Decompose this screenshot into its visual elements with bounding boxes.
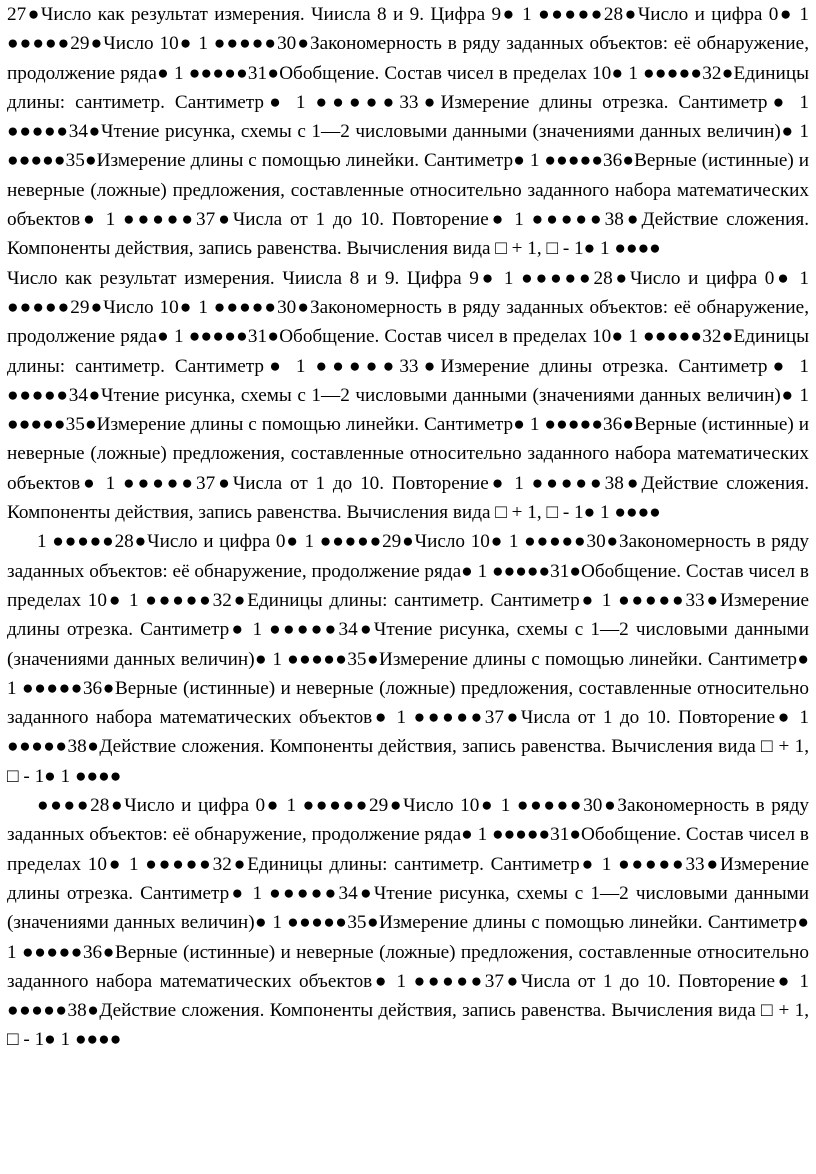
paragraph-4: ●●●●28●Число и цифра 0● 1 ●●●●●29●Число 10● 1 ●●●●●30●Закономерность в ряду заданных объектов: её обнаружение, продолжение ряда● 1 ●●●●●31●Обобщение. Состав чисел в пределах 10● 1 ●●●●●32●Единицы длины: сантиметр. Сантиметр● 1 ●●●●●33●Измерение длины отрезка. Сантиметр● 1 ●●●●●34●Чтение рисунка, схемы с 1—2 числовыми данными (значениями данных величин)● 1 ●●●●●35●Измерение длины с помощью линейки. Сантиметр● 1 ●●●●●36●Верные (истинные) и неверные (ложные) предложения, составленные относительно заданного набора математических объектов● 1 ●●●●●37●Числа от 1 до 10. Повторение● 1 ●●●●●38●Действие сложения. Компоненты действия, запись равенства. Вычисления вида □ + 1, □ - 1● 1 ●●●●	[7, 795, 814, 1051]
paragraph-2: Число как результат измерения. Чиисла 8 и 9. Цифра 9● 1 ●●●●●28●Число и цифра 0● 1 ●●●●●29●Число 10● 1 ●●●●●30●Закономерность в ряду заданных объектов: её обнаружение, продолжение ряда● 1 ●●●●●31●Обобщение. Состав чисел в пределах 10● 1 ●●●●●32●Единицы длины: сантиметр. Сантиметр● 1 ●●●●●33●Измерение длины отрезка. Сантиметр● 1 ●●●●●34●Чтение рисунка, схемы с 1—2 числовыми данными (значениями данных величин)● 1 ●●●●●35●Измерение длины с помощью линейки. Сантиметр● 1 ●●●●●36●Верные (истинные) и неверные (ложные) предложения, составленные относительно заданного набора математических объектов● 1 ●●●●●37●Числа от 1 до 10. Повторение● 1 ●●●●●38●Действие сложения. Компоненты действия, запись равенства. Вычисления вида □ + 1, □ - 1● 1 ●●●●	[7, 267, 814, 524]
paragraph-1: 27●Число как результат измерения. Чиисла 8 и 9. Цифра 9● 1 ●●●●●28●Число и цифра 0● 1 ●●●●●29●Число 10● 1 ●●●●●30●Закономерность в ряду заданных объектов: её обнаружение, продолжение ряда● 1 ●●●●●31●Обобщение. Состав чисел в пределах 10● 1 ●●●●●32●Единицы длины: сантиметр. Сантиметр● 1 ●●●●●33●Измерение длины отрезка. Сантиметр● 1 ●●●●●34●Чтение рисунка, схемы с 1—2 числовыми данными (значениями данных величин)● 1 ●●●●●35●Измерение длины с помощью линейки. Сантиметр● 1 ●●●●●36●Верные (истинные) и неверные (ложные) предложения, составленные относительно заданного набора математических объектов● 1 ●●●●●37●Числа от 1 до 10. Повторение● 1 ●●●●●38●Действие сложения. Компоненты действия, запись равенства. Вычисления вида □ + 1, □ - 1● 1 ●●●●	[7, 4, 814, 260]
paragraph-3: 1 ●●●●●28●Число и цифра 0● 1 ●●●●●29●Число 10● 1 ●●●●●30●Закономерность в ряду заданных объектов: её обнаружение, продолжение ряда● 1 ●●●●●31●Обобщение. Состав чисел в пределах 10● 1 ●●●●●32●Единицы длины: сантиметр. Сантиметр● 1 ●●●●●33●Измерение длины отрезка. Сантиметр● 1 ●●●●●34●Чтение рисунка, схемы с 1—2 числовыми данными (значениями данных величин)● 1 ●●●●●35●Измерение длины с помощью линейки. Сантиметр● 1 ●●●●●36●Верные (истинные) и неверные (ложные) предложения, составленные относительно заданного набора математических объектов● 1 ●●●●●37●Числа от 1 до 10. Повторение● 1 ●●●●●38●Действие сложения. Компоненты действия, запись равенства. Вычисления вида □ + 1, □ - 1● 1 ●●●●	[7, 531, 814, 787]
